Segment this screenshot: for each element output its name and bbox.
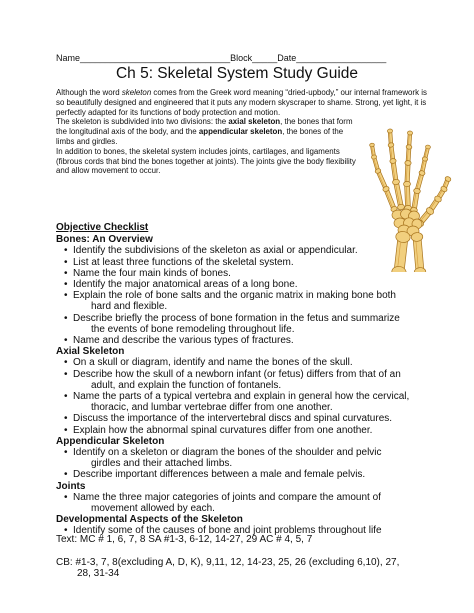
checklist-item bbox=[56, 391, 456, 413]
checklist-item bbox=[56, 245, 456, 256]
objective-checklist-title: Objective Checklist bbox=[56, 222, 149, 233]
name-block-date-line: Name______________________________Block_____Date__________________ bbox=[56, 53, 387, 63]
checklist-item-text: Explain the role of bone salts and the organic matrix in making bone both bbox=[73, 290, 396, 302]
intro-paragraph-3: In addition to bones, the skeletal system includes joints, cartilages, and ligaments (fibrous cords that bind the bones together at joints). The joints give the body flexibility and allow movement to occur. bbox=[56, 146, 356, 176]
checklist-item bbox=[56, 290, 456, 312]
checklist-item bbox=[56, 313, 456, 335]
checklist-item bbox=[56, 279, 456, 290]
checklist-item bbox=[56, 257, 456, 268]
text-assignment-line: Text: MC # 1, 6, 7, 8 SA #1-3, 6-12, 14-27, 29 AC # 4, 5, 7 bbox=[56, 534, 313, 545]
checklist-item-text: List at least three functions of the skeletal system. bbox=[73, 256, 294, 268]
checklist-item-text: Name the three major categories of joints and compare the amount of bbox=[73, 491, 381, 503]
checklist-item-text-continued: thoracic, and lumbar vertebrae differ from one another. bbox=[91, 402, 333, 414]
checklist-item-text: Name the parts of a typical vertebra and explain in general how the cervical, bbox=[73, 391, 410, 403]
section-title: Bones: An Overview bbox=[56, 234, 153, 246]
bullet-icon: • bbox=[64, 413, 68, 425]
checklist-item bbox=[56, 469, 456, 480]
page-title: Ch 5: Skeletal System Study Guide bbox=[115, 65, 359, 82]
checklist-item-text: Describe important differences between a male and female pelvis. bbox=[73, 469, 366, 481]
checklist-item bbox=[56, 335, 456, 346]
checklist-item-text-continued: movement allowed by each. bbox=[91, 503, 215, 515]
checklist-item-text: Explain how the abnormal spinal curvatures differ from one another. bbox=[73, 424, 373, 436]
checklist-item-text: Identify the major anatomical areas of a long bone. bbox=[73, 279, 298, 291]
checklist-item-text-continued: adult, and explain the function of fontanels. bbox=[91, 379, 282, 391]
bullet-icon: • bbox=[64, 491, 68, 503]
bullet-icon: • bbox=[64, 279, 68, 291]
checklist-item-text: Identify some of the causes of bone and joint problems throughout life bbox=[73, 525, 382, 537]
intro-paragraph-2: The skeleton is subdivided into two divisions: the axial skeleton, the bones that form the longitudinal axis of the body, and the appendicular skeleton, the bones of the limbs and girdles. bbox=[56, 117, 353, 146]
cb-assignment-line: CB: #1-3, 7, 8(excluding A, D, K), 9,11, 12, 14-23, 25, 26 (excluding 6,10), 27, bbox=[56, 557, 400, 569]
assignment-footer bbox=[56, 534, 456, 580]
checklist-item bbox=[56, 369, 456, 391]
bullet-icon: • bbox=[64, 525, 68, 537]
bullet-icon: • bbox=[64, 391, 68, 403]
checklist-item-text: Discuss the importance of the intervertebral discs and spinal curvatures. bbox=[73, 413, 393, 425]
bullet-icon: • bbox=[64, 245, 68, 257]
checklist-item bbox=[56, 413, 456, 424]
bullet-icon: • bbox=[64, 312, 68, 324]
bullet-icon: • bbox=[64, 267, 68, 279]
checklist-item-text: Identify on a skeleton or diagram the bones of the shoulder and pelvic bbox=[73, 447, 382, 459]
bullet-icon: • bbox=[64, 447, 68, 459]
checklist-item-text: Name and describe the various types of fractures. bbox=[73, 335, 294, 347]
bullet-icon: • bbox=[64, 469, 68, 481]
checklist-item bbox=[56, 425, 456, 436]
checklist-item-text: Identify the subdivisions of the skeleton as axial or appendicular. bbox=[73, 245, 358, 257]
bullet-icon: • bbox=[64, 256, 68, 268]
appendicular-skeleton-term: appendicular skeleton bbox=[198, 127, 283, 137]
intro-italic-term: skeleton bbox=[121, 88, 152, 97]
bullet-icon: • bbox=[64, 290, 68, 302]
section-title: Developmental Aspects of the Skeleton bbox=[56, 514, 243, 526]
objective-checklist bbox=[56, 222, 456, 537]
checklist-item-text-continued: hard and flexible. bbox=[91, 301, 168, 313]
checklist-item bbox=[56, 492, 456, 514]
metacarpal-bone bbox=[403, 181, 411, 211]
intro-paragraph-1: Although the word skeleton comes from the Greek word meaning “dried-upbody,” our internal framework is so beautifully designed and engineered that it puts any modern skyscraper to shame. Strong, yet light, it is perfectly adapted for its functions of body protection and motion. bbox=[56, 88, 427, 117]
checklist-item bbox=[56, 268, 456, 279]
checklist-item bbox=[56, 447, 456, 469]
checklist-item-text-continued: the events of bone remodeling throughout life. bbox=[91, 323, 295, 335]
checklist-item-text: Describe briefly the process of bone formation in the fetus and summarize bbox=[73, 312, 400, 324]
bullet-icon: • bbox=[64, 368, 68, 380]
checklist-item-text: On a skull or diagram, identify and name the bones of the skull. bbox=[73, 357, 353, 369]
checklist-item bbox=[56, 357, 456, 368]
section-title: Appendicular Skeleton bbox=[56, 435, 165, 447]
bullet-icon: • bbox=[64, 335, 68, 347]
cb-assignment-line-continued: 28, 31-34 bbox=[77, 568, 120, 580]
bullet-icon: • bbox=[64, 357, 68, 369]
axial-skeleton-term: axial skeleton bbox=[228, 117, 281, 127]
checklist-item-text: Describe how the skull of a newborn infant (or fetus) differs from that of an bbox=[73, 368, 401, 380]
metacarpal-bone bbox=[410, 188, 420, 213]
section-title: Joints bbox=[56, 480, 86, 492]
bullet-icon: • bbox=[64, 424, 68, 436]
checklist-item-text-continued: girdles and their attached limbs. bbox=[91, 458, 233, 470]
section-title: Axial Skeleton bbox=[56, 346, 125, 358]
checklist-item-text: Name the four main kinds of bones. bbox=[73, 267, 231, 279]
